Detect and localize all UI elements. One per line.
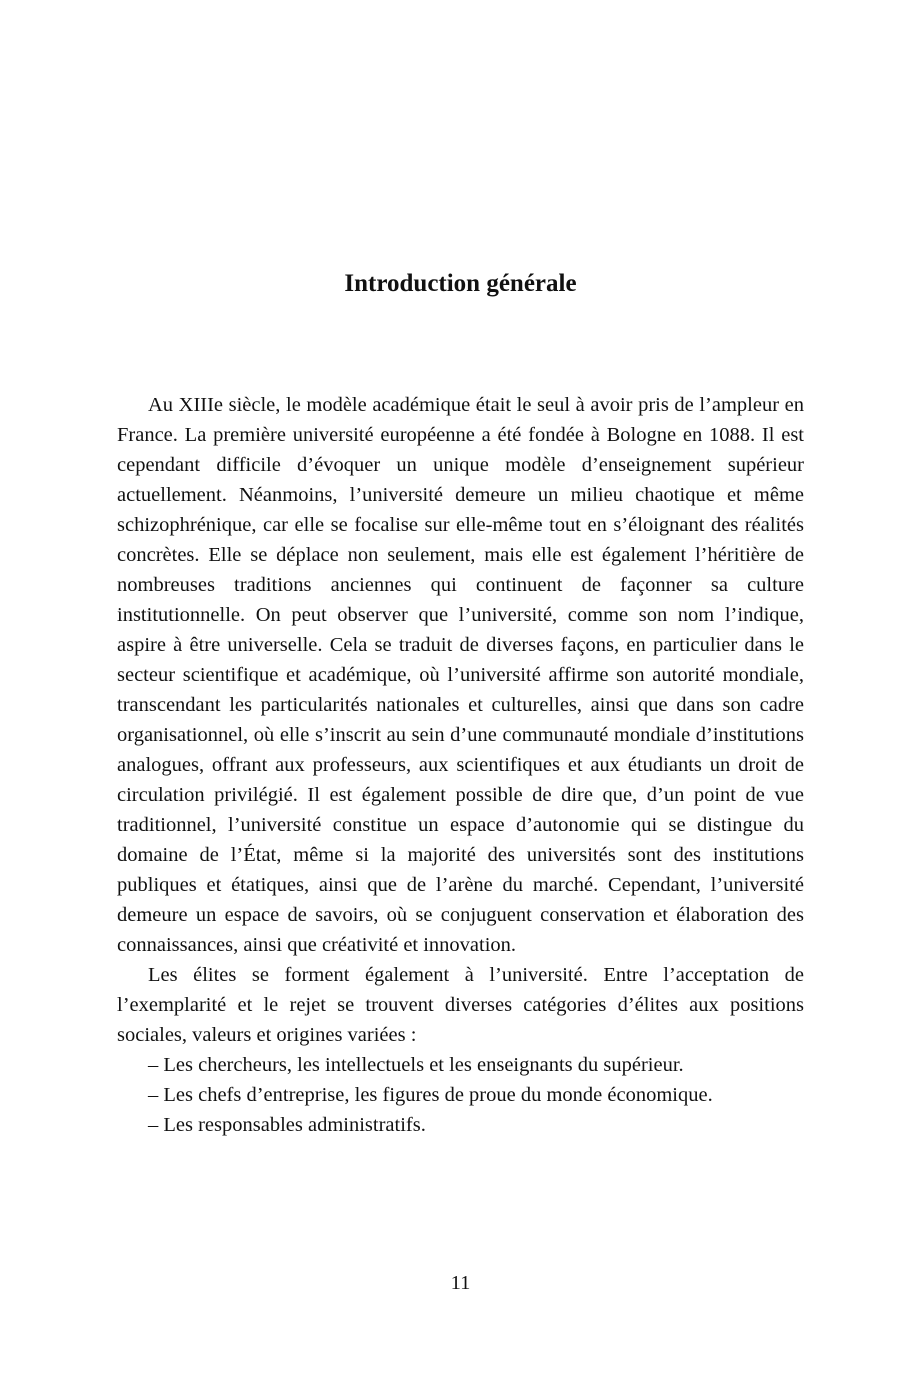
- page-number: 11: [450, 1272, 471, 1294]
- paragraph-elites: Les élites se forment également à l’université. Entre l’acceptation de l’exemplarité et le rejet se trouvent diverses catégories d’élites aux positions sociales, valeurs et origines variées :: [117, 964, 804, 1046]
- elite-categories-list: [117, 1050, 804, 1140]
- list-item: – Les chefs d’entreprise, les figures de proue du monde économique.: [148, 1084, 713, 1106]
- list-item: – Les responsables administratifs.: [148, 1114, 426, 1136]
- body-text: [117, 390, 804, 1140]
- page-title: Introduction générale: [344, 270, 577, 297]
- paragraph-university-history: Au XIIIe siècle, le modèle académique était le seul à avoir pris de l’ampleur en France. La première université européenne a été fondée à Bologne en 1088. Il est cependant difficile d’évoquer un unique modèle d’enseignement supérieur actuellement. Néanmoins, l’université demeure un milieu chaotique et même schizophrénique, car elle se focalise sur elle-même tout en s’éloignant des réalités concrètes. Elle se déplace non seulement, mais elle est également l’héritière de nombreuses traditions anciennes qui continuent de façonner sa culture institutionnelle. On peut observer que l’université, comme son nom l’indique, aspire à être universelle. Cela se traduit de diverses façons, en particulier dans le secteur scientifique et académique, où l’université affirme son autorité mondiale, transcendant les particularités nationales et culturelles, ainsi que dans son cadre organisationnel, où elle s’inscrit au sein d’une communauté mondiale d’institutions analogues, offrant aux professeurs, aux scientifiques et aux étudiants un droit de circulation privilégié. Il est également possible de dire que, d’un point de vue traditionnel, l’université constitue un espace d’autonomie qui se distingue du domaine de l’État, même si la majorité des universités sont des institutions publiques et étatiques, ainsi que de l’arène du marché. Cependant, l’université demeure un espace de savoirs, où se conjuguent conservation et élaboration des connaissances, ainsi que créativité et innovation.: [117, 394, 804, 956]
- list-item: – Les chercheurs, les intellectuels et les enseignants du supérieur.: [148, 1054, 684, 1076]
